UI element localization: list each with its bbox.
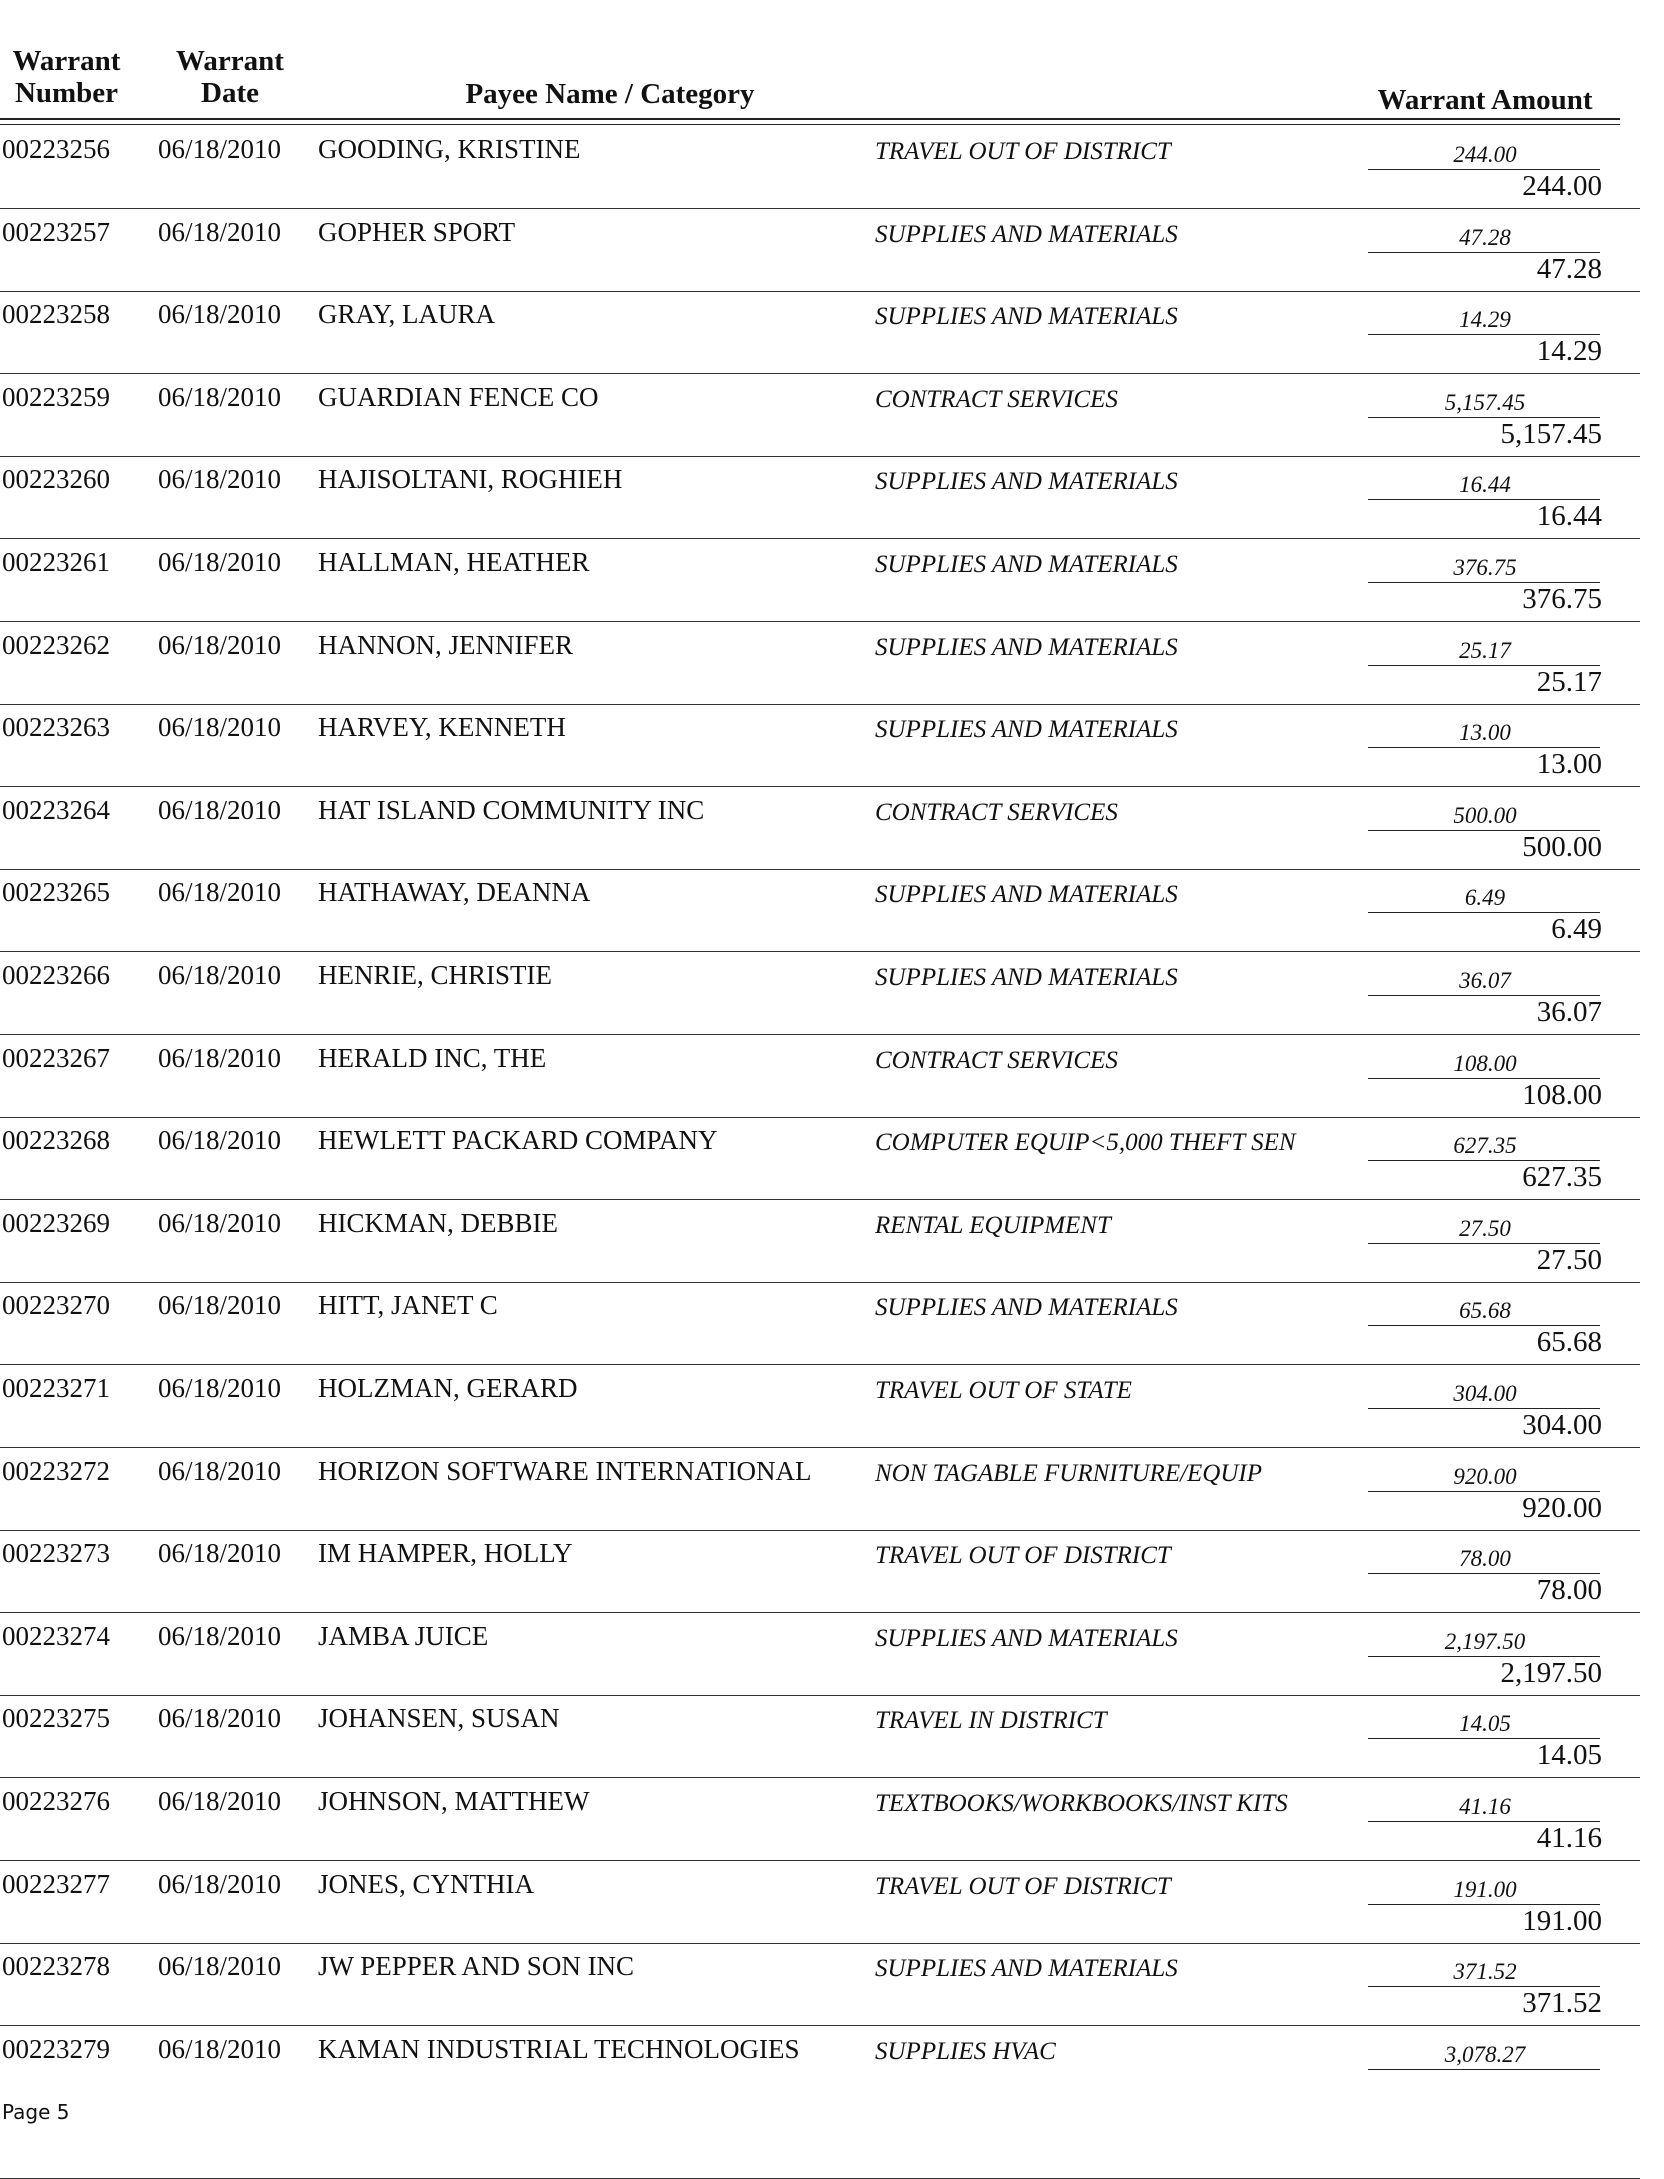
- row-divider: [0, 621, 1640, 622]
- payee-name-cell: HENRIE, CHRISTIE: [318, 960, 552, 990]
- warrant-date-cell: 06/18/2010: [158, 1290, 282, 1320]
- subtotal-underline: [1368, 1656, 1600, 1657]
- header-warrant-number-line1: Warrant: [12, 45, 121, 77]
- warrant-date-cell: 06/18/2010: [158, 1373, 282, 1403]
- category-cell: CONTRACT SERVICES: [875, 1047, 1118, 1074]
- warrant-number-cell: 00223256: [2, 134, 110, 164]
- subtotal-amount-cell: 3,078.27: [1444, 2042, 1526, 2067]
- warrant-date-cell: 06/18/2010: [158, 464, 282, 494]
- category-cell: TRAVEL OUT OF DISTRICT: [875, 1542, 1171, 1569]
- category-cell: TRAVEL OUT OF STATE: [875, 1377, 1132, 1404]
- warrant-date-cell: 06/18/2010: [158, 1538, 282, 1568]
- subtotal-amount-cell: 13.00: [1459, 720, 1511, 745]
- table-row: [0, 1367, 1664, 1449]
- payee-name-cell: HAJISOLTANI, ROGHIEH: [318, 464, 623, 494]
- warrant-number-cell: 00223279: [2, 2034, 110, 2064]
- table-row: [0, 1202, 1664, 1284]
- header-warrant-date: [165, 45, 295, 109]
- row-divider: [0, 291, 1640, 292]
- category-cell: SUPPLIES AND MATERIALS: [875, 303, 1178, 330]
- warrant-number-cell: 00223275: [2, 1703, 110, 1733]
- subtotal-amount-cell: 78.00: [1459, 1546, 1511, 1571]
- warrant-date-cell: 06/18/2010: [158, 1703, 282, 1733]
- category-cell: TEXTBOOKS/WORKBOOKS/INST KITS: [875, 1790, 1288, 1817]
- category-cell: CONTRACT SERVICES: [875, 799, 1118, 826]
- row-divider: [0, 1860, 1640, 1861]
- category-cell: TRAVEL OUT OF DISTRICT: [875, 1873, 1171, 1900]
- category-cell: TRAVEL OUT OF DISTRICT: [875, 138, 1171, 165]
- header-warrant-number: [4, 45, 129, 109]
- payee-name-cell: JOHNSON, MATTHEW: [318, 1786, 590, 1816]
- table-row: [0, 706, 1664, 788]
- subtotal-amount-cell: 191.00: [1453, 1877, 1517, 1902]
- payee-name-cell: HAT ISLAND COMMUNITY INC: [318, 795, 705, 825]
- subtotal-amount-cell: 36.07: [1459, 968, 1511, 993]
- category-cell: TRAVEL IN DISTRICT: [875, 1707, 1107, 1734]
- table-row: [0, 1119, 1664, 1201]
- table-row: [0, 458, 1664, 540]
- warrant-number-cell: 00223265: [2, 877, 110, 907]
- warrant-number-cell: 00223272: [2, 1456, 110, 1486]
- warrant-number-cell: 00223257: [2, 217, 110, 247]
- subtotal-amount-cell: 108.00: [1453, 1051, 1517, 1076]
- subtotal-underline: [1368, 1904, 1600, 1905]
- warrant-date-cell: 06/18/2010: [158, 877, 282, 907]
- warrant-amount-cell: 191.00: [1522, 1905, 1602, 1937]
- warrant-amount-cell: 2,197.50: [1500, 1657, 1602, 1689]
- warrant-amount-cell: 371.52: [1522, 1987, 1602, 2019]
- warrant-amount-cell: 25.17: [1536, 666, 1602, 698]
- payee-name-cell: GRAY, LAURA: [318, 299, 496, 329]
- category-cell: COMPUTER EQUIP<5,000 THEFT SEN: [875, 1129, 1296, 1156]
- subtotal-underline: [1368, 995, 1600, 996]
- warrant-number-cell: 00223261: [2, 547, 110, 577]
- warrant-number-cell: 00223276: [2, 1786, 110, 1816]
- warrant-amount-cell: 5,157.45: [1500, 418, 1602, 450]
- row-divider: [0, 1695, 1640, 1696]
- subtotal-underline: [1368, 582, 1600, 583]
- table-row: [0, 954, 1664, 1036]
- payee-name-cell: HEWLETT PACKARD COMPANY: [318, 1125, 718, 1155]
- subtotal-underline: [1368, 1325, 1600, 1326]
- row-divider: [0, 1943, 1640, 1944]
- subtotal-underline: [1368, 747, 1600, 748]
- category-cell: SUPPLIES AND MATERIALS: [875, 716, 1178, 743]
- warrant-amount-cell: 244.00: [1522, 170, 1602, 202]
- payee-name-cell: JOHANSEN, SUSAN: [318, 1703, 560, 1733]
- subtotal-amount-cell: 47.28: [1459, 225, 1511, 250]
- warrant-amount-cell: 13.00: [1536, 748, 1602, 780]
- payee-name-cell: HOLZMAN, GERARD: [318, 1373, 578, 1403]
- warrant-number-cell: 00223269: [2, 1208, 110, 1238]
- subtotal-underline: [1368, 169, 1600, 170]
- row-divider: [0, 1777, 1640, 1778]
- subtotal-amount-cell: 500.00: [1453, 803, 1517, 828]
- payee-name-cell: IM HAMPER, HOLLY: [318, 1538, 573, 1568]
- subtotal-amount-cell: 627.35: [1453, 1133, 1517, 1158]
- warrant-date-cell: 06/18/2010: [158, 795, 282, 825]
- subtotal-underline: [1368, 1491, 1600, 1492]
- row-divider: [0, 373, 1640, 374]
- payee-name-cell: HITT, JANET C: [318, 1290, 498, 1320]
- payee-name-cell: GOPHER SPORT: [318, 217, 516, 247]
- payee-name-cell: GUARDIAN FENCE CO: [318, 382, 599, 412]
- row-divider: [0, 1364, 1640, 1365]
- warrant-amount-cell: 14.05: [1536, 1739, 1602, 1771]
- table-row: [0, 1037, 1664, 1119]
- category-cell: CONTRACT SERVICES: [875, 386, 1118, 413]
- table-row: [0, 128, 1664, 210]
- subtotal-underline: [1368, 1821, 1600, 1822]
- warrant-number-cell: 00223260: [2, 464, 110, 494]
- table-row: [0, 1780, 1664, 1862]
- subtotal-amount-cell: 25.17: [1459, 638, 1511, 663]
- payee-name-cell: GOODING, KRISTINE: [318, 134, 581, 164]
- warrant-number-cell: 00223263: [2, 712, 110, 742]
- warrant-number-cell: 00223258: [2, 299, 110, 329]
- warrant-date-cell: 06/18/2010: [158, 382, 282, 412]
- payee-name-cell: HALLMAN, HEATHER: [318, 547, 590, 577]
- subtotal-amount-cell: 65.68: [1459, 1298, 1511, 1323]
- row-divider: [0, 208, 1640, 209]
- warrant-date-cell: 06/18/2010: [158, 1869, 282, 1899]
- subtotal-underline: [1368, 1738, 1600, 1739]
- subtotal-amount-cell: 920.00: [1453, 1464, 1517, 1489]
- subtotal-underline: [1368, 1573, 1600, 1574]
- category-cell: NON TAGABLE FURNITURE/EQUIP: [875, 1460, 1263, 1487]
- header-warrant-number-line2: Number: [14, 77, 119, 109]
- table-row: [0, 871, 1664, 953]
- row-divider: [0, 786, 1640, 787]
- warrant-number-cell: 00223266: [2, 960, 110, 990]
- warrant-date-cell: 06/18/2010: [158, 1125, 282, 1155]
- subtotal-underline: [1368, 2069, 1600, 2070]
- row-divider: [0, 951, 1640, 952]
- header-warrant-date-line1: Warrant: [176, 45, 284, 77]
- table-row: [0, 541, 1664, 623]
- table-row: [0, 1945, 1664, 2027]
- row-divider: [0, 704, 1640, 705]
- payee-name-cell: JAMBA JUICE: [318, 1621, 489, 1651]
- warrant-date-cell: 06/18/2010: [158, 547, 282, 577]
- table-row: [0, 1532, 1664, 1614]
- subtotal-amount-cell: 14.05: [1459, 1711, 1511, 1736]
- subtotal-amount-cell: 41.16: [1459, 1794, 1511, 1819]
- category-cell: SUPPLIES AND MATERIALS: [875, 1625, 1178, 1652]
- subtotal-underline: [1368, 1986, 1600, 1987]
- subtotal-underline: [1368, 912, 1600, 913]
- subtotal-underline: [1368, 252, 1600, 253]
- category-cell: RENTAL EQUIPMENT: [875, 1212, 1111, 1239]
- header-rule: [0, 118, 1620, 120]
- warrant-number-cell: 00223262: [2, 630, 110, 660]
- warrant-number-cell: 00223273: [2, 1538, 110, 1568]
- warrant-amount-cell: 41.16: [1536, 1822, 1602, 1854]
- subtotal-amount-cell: 2,197.50: [1444, 1629, 1526, 1654]
- warrant-amount-cell: 304.00: [1522, 1409, 1602, 1441]
- warrant-amount-cell: 6.49: [1551, 913, 1602, 945]
- category-cell: SUPPLIES AND MATERIALS: [875, 1294, 1178, 1321]
- row-divider: [0, 1282, 1640, 1283]
- warrant-amount-cell: 14.29: [1536, 335, 1602, 367]
- table-row: [0, 1697, 1664, 1779]
- row-divider: [0, 869, 1640, 870]
- warrant-amount-cell: 627.35: [1522, 1161, 1602, 1193]
- warrant-amount-cell: 920.00: [1522, 1492, 1602, 1524]
- subtotal-underline: [1368, 830, 1600, 831]
- subtotal-underline: [1368, 1160, 1600, 1161]
- table-row: [0, 211, 1664, 293]
- subtotal-underline: [1368, 1078, 1600, 1079]
- warrant-amount-cell: 108.00: [1522, 1079, 1602, 1111]
- subtotal-amount-cell: 6.49: [1464, 885, 1506, 910]
- warrant-amount-cell: 27.50: [1536, 1244, 1602, 1276]
- warrant-amount-cell: 65.68: [1536, 1326, 1602, 1358]
- warrant-number-cell: 00223268: [2, 1125, 110, 1155]
- subtotal-amount-cell: 5,157.45: [1444, 390, 1526, 415]
- row-divider: [0, 1034, 1640, 1035]
- subtotal-amount-cell: 376.75: [1453, 555, 1517, 580]
- subtotal-underline: [1368, 665, 1600, 666]
- subtotal-underline: [1368, 417, 1600, 418]
- row-divider: [0, 1530, 1640, 1531]
- warrant-date-cell: 06/18/2010: [158, 1951, 282, 1981]
- warrant-amount-cell: 376.75: [1522, 583, 1602, 615]
- header-rule: [0, 124, 1620, 125]
- table-row: [0, 2028, 1664, 2110]
- category-cell: SUPPLIES AND MATERIALS: [875, 964, 1178, 991]
- payee-name-cell: HATHAWAY, DEANNA: [318, 877, 591, 907]
- subtotal-underline: [1368, 1243, 1600, 1244]
- row-divider: [0, 1612, 1640, 1613]
- category-cell: SUPPLIES AND MATERIALS: [875, 551, 1178, 578]
- warrant-date-cell: 06/18/2010: [158, 960, 282, 990]
- subtotal-amount-cell: 304.00: [1453, 1381, 1517, 1406]
- warrant-amount-cell: 500.00: [1522, 831, 1602, 863]
- table-row: [0, 1284, 1664, 1366]
- row-divider: [0, 538, 1640, 539]
- warrant-date-cell: 06/18/2010: [158, 2034, 282, 2064]
- table-row: [0, 624, 1664, 706]
- table-row: [0, 293, 1664, 375]
- subtotal-amount-cell: 244.00: [1453, 142, 1517, 167]
- subtotal-underline: [1368, 1408, 1600, 1409]
- warrant-date-cell: 06/18/2010: [158, 1208, 282, 1238]
- warrant-date-cell: 06/18/2010: [158, 1043, 282, 1073]
- page-number: Page 5: [2, 2100, 70, 2124]
- table-row: [0, 789, 1664, 871]
- category-cell: SUPPLIES AND MATERIALS: [875, 468, 1178, 495]
- warrant-number-cell: 00223270: [2, 1290, 110, 1320]
- subtotal-underline: [1368, 334, 1600, 335]
- row-divider: [0, 1199, 1640, 1200]
- warrant-amount-cell: 16.44: [1536, 500, 1602, 532]
- table-row: [0, 1863, 1664, 1945]
- row-divider: [0, 2025, 1640, 2026]
- warrant-amount-cell: 78.00: [1536, 1574, 1602, 1606]
- warrant-date-cell: 06/18/2010: [158, 217, 282, 247]
- payee-name-cell: HANNON, JENNIFER: [318, 630, 573, 660]
- warrant-number-cell: 00223264: [2, 795, 110, 825]
- payee-name-cell: JW PEPPER AND SON INC: [318, 1951, 635, 1981]
- warrant-number-cell: 00223274: [2, 1621, 110, 1651]
- warrant-amount-cell: 36.07: [1536, 996, 1602, 1028]
- warrant-date-cell: 06/18/2010: [158, 630, 282, 660]
- warrant-number-cell: 00223278: [2, 1951, 110, 1981]
- row-divider: [0, 456, 1640, 457]
- warrant-date-cell: 06/18/2010: [158, 134, 282, 164]
- payee-name-cell: JONES, CYNTHIA: [318, 1869, 534, 1899]
- payee-name-cell: KAMAN INDUSTRIAL TECHNOLOGIES: [318, 2034, 800, 2064]
- category-cell: SUPPLIES AND MATERIALS: [875, 881, 1178, 908]
- warrant-number-cell: 00223267: [2, 1043, 110, 1073]
- subtotal-amount-cell: 27.50: [1459, 1216, 1511, 1241]
- warrant-date-cell: 06/18/2010: [158, 1456, 282, 1486]
- warrant-number-cell: 00223277: [2, 1869, 110, 1899]
- category-cell: SUPPLIES AND MATERIALS: [875, 634, 1178, 661]
- table-row: [0, 376, 1664, 458]
- warrant-number-cell: 00223259: [2, 382, 110, 412]
- warrant-date-cell: 06/18/2010: [158, 1786, 282, 1816]
- subtotal-underline: [1368, 499, 1600, 500]
- subtotal-amount-cell: 14.29: [1459, 307, 1511, 332]
- category-cell: SUPPLIES AND MATERIALS: [875, 221, 1178, 248]
- header-warrant-amount: Warrant Amount: [1377, 84, 1593, 116]
- warrant-number-cell: 00223271: [2, 1373, 110, 1403]
- row-divider: [0, 1447, 1640, 1448]
- payee-name-cell: HERALD INC, THE: [318, 1043, 547, 1073]
- warrant-amount-cell: 47.28: [1536, 253, 1602, 285]
- category-cell: SUPPLIES HVAC: [875, 2038, 1056, 2065]
- category-cell: SUPPLIES AND MATERIALS: [875, 1955, 1178, 1982]
- row-divider: [0, 1117, 1640, 1118]
- payee-name-cell: HORIZON SOFTWARE INTERNATIONAL: [318, 1456, 812, 1486]
- warrant-date-cell: 06/18/2010: [158, 712, 282, 742]
- table-row: [0, 1615, 1664, 1697]
- subtotal-amount-cell: 371.52: [1453, 1959, 1517, 1984]
- subtotal-amount-cell: 16.44: [1459, 472, 1511, 497]
- header-warrant-date-line2: Date: [201, 77, 259, 109]
- table-row: [0, 1450, 1664, 1532]
- payee-name-cell: HARVEY, KENNETH: [318, 712, 566, 742]
- payee-name-cell: HICKMAN, DEBBIE: [318, 1208, 558, 1238]
- header-payee: Payee Name / Category: [465, 78, 755, 110]
- warrant-date-cell: 06/18/2010: [158, 299, 282, 329]
- warrant-date-cell: 06/18/2010: [158, 1621, 282, 1651]
